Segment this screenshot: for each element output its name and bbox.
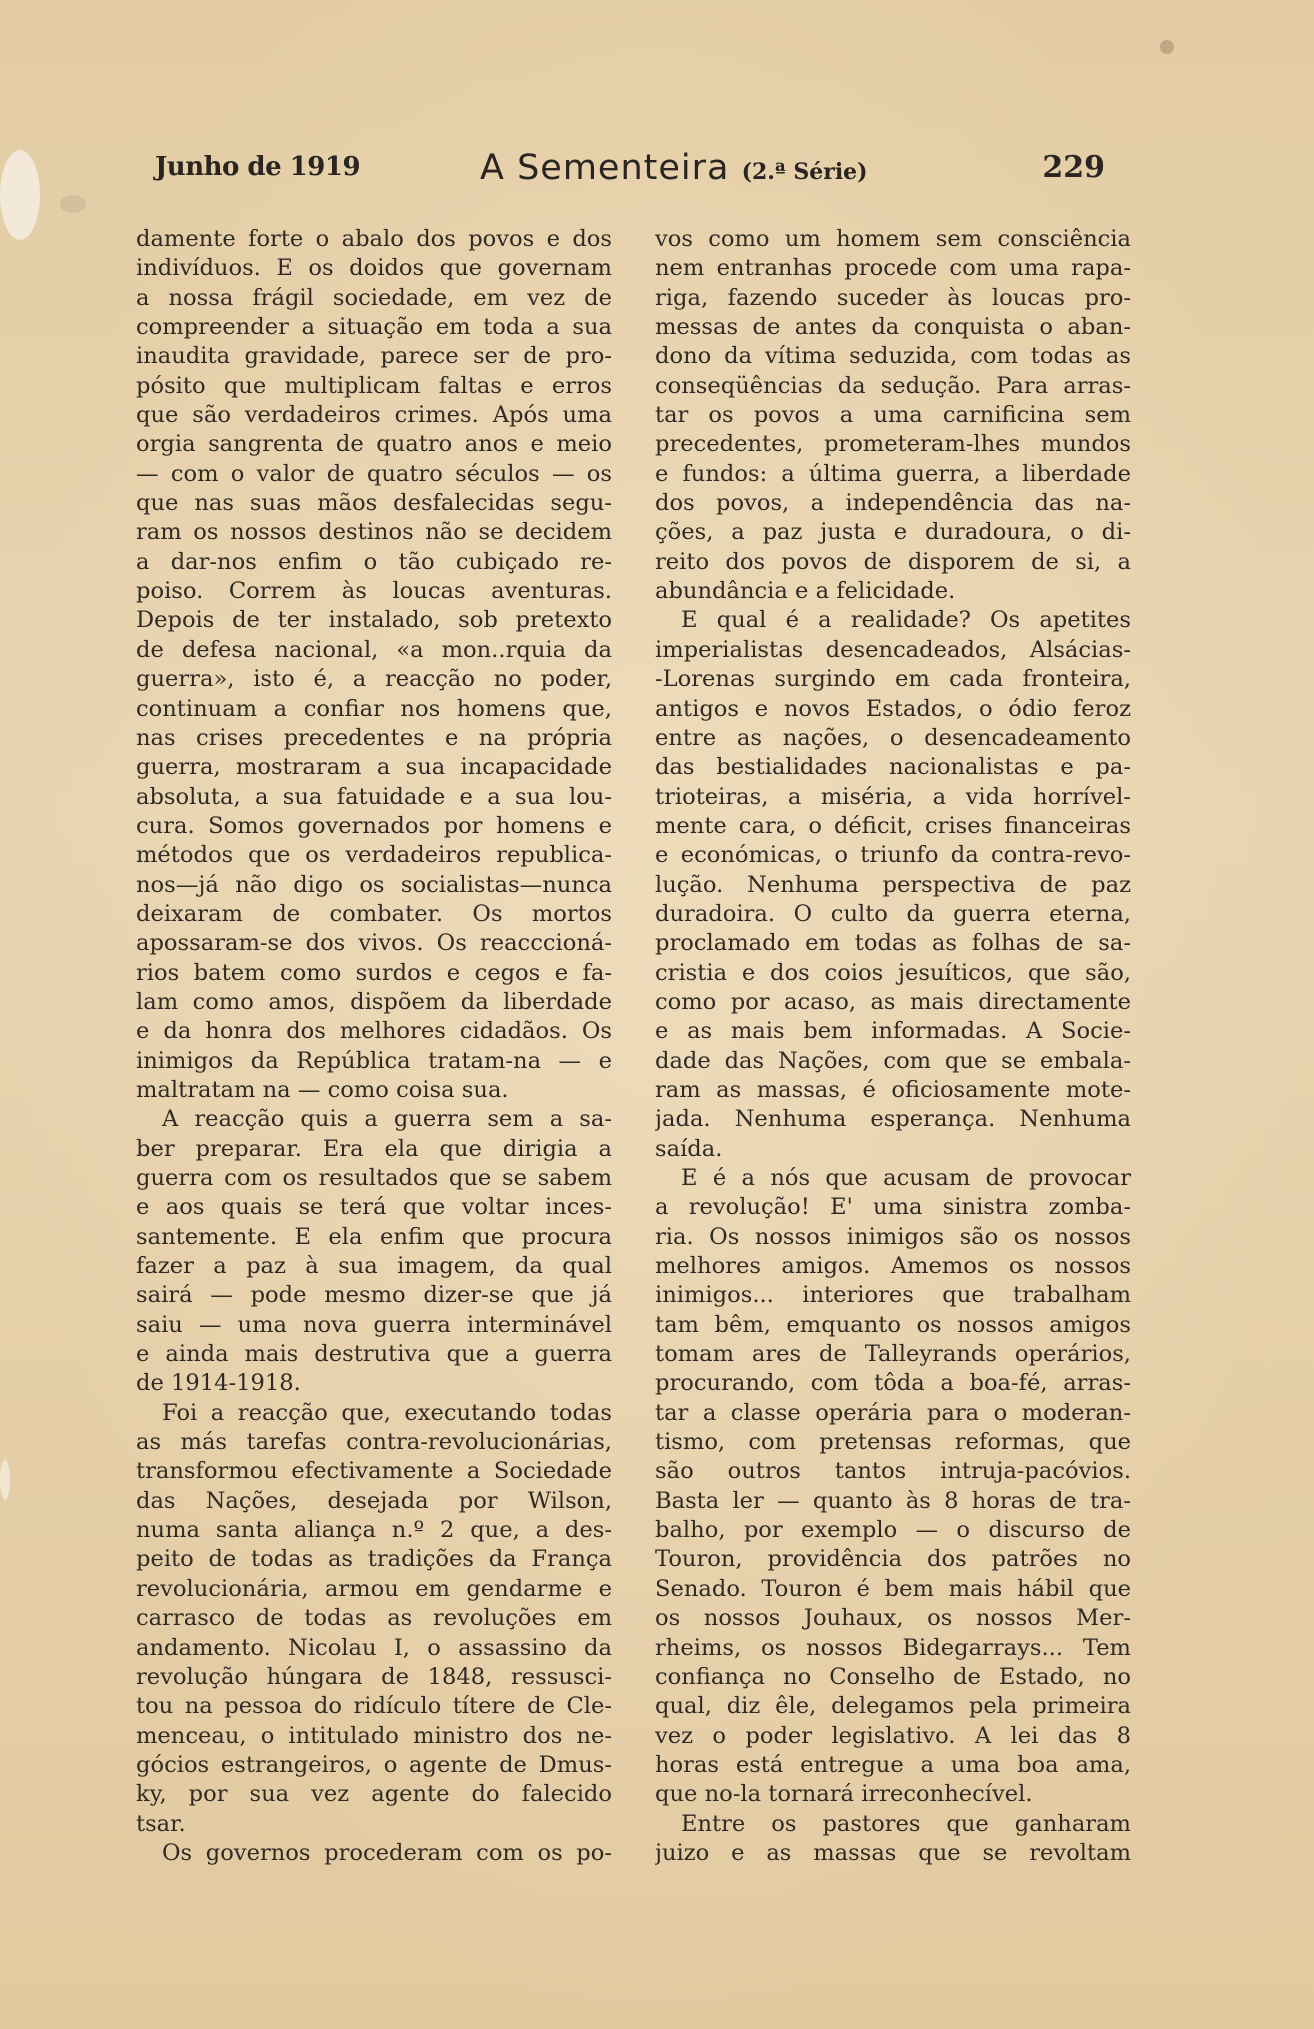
text-line: Basta ler — quanto às 8 horas de tra-	[655, 1487, 1131, 1514]
text-line: saída.	[655, 1135, 723, 1162]
text-line: Os governos procederam com os po-	[162, 1839, 612, 1866]
text-line: andamento. Nicolau I, o assassino da	[136, 1634, 612, 1661]
text-line: e ainda mais destrutiva que a guerra	[136, 1341, 612, 1368]
text-line: lam como amos, dispõem da liberdade	[136, 988, 612, 1015]
text-line: tar os povos a uma carnificina sem	[655, 402, 1131, 429]
text-line: das bestialidades nacionalistas e pa-	[655, 754, 1131, 781]
text-line: transformou efectivamente a Sociedade	[136, 1458, 612, 1485]
text-line: trioteiras, a miséria, a vida horrível-	[655, 783, 1131, 810]
text-line: santemente. E ela enfim que procura	[136, 1223, 612, 1250]
text-line: tar a classe operária para o moderan-	[655, 1399, 1131, 1426]
text-line: pósito que multiplicam faltas e erros	[136, 372, 612, 399]
text-line: orgia sangrenta de quatro anos e meio	[136, 431, 612, 458]
paper-stain	[60, 195, 86, 213]
paper-stain	[0, 1460, 10, 1500]
text-line: e as mais bem informadas. A Socie-	[655, 1018, 1131, 1045]
text-line: ber preparar. Era ela que dirigia a	[136, 1135, 612, 1162]
text-line: riga, fazendo suceder às loucas pro-	[655, 284, 1131, 311]
text-line: melhores amigos. Amemos os nossos	[655, 1253, 1131, 1280]
text-line: inaudita gravidade, parece ser de pro-	[136, 343, 612, 370]
text-line: sairá — pode mesmo dizer-se que já	[136, 1282, 612, 1309]
text-line: ram as massas, é oficiosamente mote-	[655, 1076, 1131, 1103]
text-line: conseqüências da sedução. Para arras-	[655, 372, 1131, 399]
publication-title	[480, 148, 868, 188]
text-line: guerra com os resultados que se sabem	[136, 1165, 612, 1191]
text-line: horas está entregue a uma boa ama,	[655, 1751, 1131, 1778]
text-line: E qual é a realidade? Os apetites	[681, 607, 1131, 634]
text-line: que são verdadeiros crimes. Após uma	[136, 402, 612, 429]
text-line: que nas suas mãos desfalecidas segu-	[136, 490, 612, 517]
text-line: Senado. Touron é bem mais hábil que	[655, 1575, 1131, 1602]
text-line: precedentes, prometeram-lhes mundos	[655, 431, 1131, 458]
text-line: carrasco de todas as revoluções em	[136, 1605, 612, 1632]
text-line: de defesa nacional, «a mon..rquia da	[136, 636, 612, 663]
text-line: abundância e a felicidade.	[655, 578, 956, 605]
text-line: balho, por exemplo — o discurso de	[655, 1517, 1131, 1544]
text-line: reito dos povos de disporem de si, a	[655, 548, 1131, 575]
text-line: e aos quais se terá que voltar inces-	[136, 1194, 612, 1221]
text-line: Foi a reacção que, executando todas	[162, 1399, 612, 1426]
text-line: tismo, com pretensas reformas, que	[655, 1429, 1131, 1456]
page-header	[155, 148, 1105, 188]
text-line: e da honra dos melhores cidadãos. Os	[136, 1018, 612, 1045]
text-line: a nossa frágil sociedade, em vez de	[136, 284, 612, 311]
text-line: -Lorenas surgindo em cada fronteira,	[655, 666, 1131, 693]
text-line: confiança no Conselho de Estado, no	[655, 1663, 1131, 1690]
text-line: lução. Nenhuma perspectiva de paz	[655, 871, 1131, 898]
text-line: qual, diz êle, delegamos pela primeira	[655, 1693, 1131, 1720]
text-line: poiso. Correm às loucas aventuras.	[136, 578, 612, 605]
text-line: guerra, mostraram a sua incapacidade	[136, 754, 612, 781]
left-column	[136, 225, 612, 1868]
text-line: métodos que os verdadeiros republica-	[136, 842, 612, 869]
text-line: gócios estrangeiros, o agente de Dmus-	[136, 1751, 612, 1778]
series-label: (2.ª Série)	[741, 159, 868, 185]
text-line: das Nações, desejada por Wilson,	[136, 1487, 612, 1514]
text-line: mente cara, o déficit, crises financeiras	[655, 812, 1131, 839]
text-line: proclamado em todas as folhas de sa-	[655, 930, 1131, 957]
text-line: revolucionária, armou em gendarme e	[136, 1575, 612, 1602]
text-line: tsar.	[136, 1810, 186, 1837]
publication-name: A Sementeira	[480, 148, 730, 188]
text-line: messas de antes da conquista o aban-	[655, 314, 1131, 341]
text-line: fazer a paz à sua imagem, da qual	[136, 1253, 612, 1280]
text-line: Entre os pastores que ganharam	[681, 1810, 1131, 1837]
text-line: antigos e novos Estados, o ódio feroz	[655, 695, 1131, 722]
text-line: rios batem como surdos e cegos e fa-	[136, 959, 612, 986]
text-line: guerra», isto é, a reacção no poder,	[136, 666, 612, 693]
text-line: ções, a paz justa e duradoura, o di-	[655, 519, 1131, 546]
text-line: cura. Somos governados por homens e	[136, 812, 612, 839]
text-line: a dar-nos enfim o tão cubiçado re-	[136, 548, 612, 575]
text-line: maltratam na — como coisa sua.	[136, 1076, 509, 1103]
text-line: e económicas, o triunfo da contra-revo-	[655, 842, 1131, 869]
page-number: 229	[1042, 150, 1105, 185]
text-line: deixaram de combater. Os mortos	[136, 900, 612, 927]
text-line: rheims, os nossos Bidegarrays... Tem	[655, 1634, 1131, 1661]
text-line: como por acaso, as mais directamente	[655, 988, 1131, 1015]
text-line: compreender a situação em toda a sua	[136, 314, 612, 341]
text-line: numa santa aliança n.º 2 que, a des-	[136, 1517, 612, 1544]
text-line: juizo e as massas que se revoltam	[655, 1839, 1131, 1866]
text-line: continuam a confiar nos homens que,	[136, 695, 612, 722]
text-line: a revolução! E' uma sinistra zomba-	[655, 1194, 1131, 1221]
text-line: apossaram-se dos vivos. Os reacccioná-	[136, 930, 612, 957]
text-line: peito de todas as tradições da França	[136, 1546, 612, 1573]
text-line: dos povos, a independência das na-	[655, 490, 1131, 517]
text-line: nas crises precedentes e na própria	[136, 724, 612, 751]
text-line: são outros tantos intruja-pacóvios.	[655, 1458, 1131, 1485]
text-line: tomam ares de Talleyrands operários,	[655, 1341, 1131, 1368]
text-line: A reacção quis a guerra sem a sa-	[162, 1106, 612, 1133]
text-line: Touron, providência dos patrões no	[655, 1546, 1131, 1573]
text-line: ria. Os nossos inimigos são os nossos	[655, 1223, 1131, 1250]
text-line: E é a nós que acusam de provocar	[681, 1165, 1131, 1191]
text-line: tam bêm, emquanto os nossos amigos	[655, 1311, 1131, 1338]
text-line: dono da vítima seduzida, com todas as	[655, 343, 1131, 370]
text-line: tou na pessoa do ridículo títere de Cle-	[136, 1693, 612, 1720]
text-line: ky, por sua vez agente do falecido	[136, 1781, 612, 1808]
text-line: jada. Nenhuma esperança. Nenhuma	[655, 1106, 1131, 1133]
text-line: de 1914-1918.	[136, 1370, 301, 1397]
text-line: os nossos Jouhaux, os nossos Mer-	[655, 1605, 1131, 1632]
text-line: que no-la tornará irreconhecível.	[655, 1781, 1033, 1808]
text-line: nem entranhas procede com uma rapa-	[655, 255, 1131, 282]
text-line: — com o valor de quatro séculos — os	[136, 460, 612, 487]
right-column	[655, 225, 1131, 1868]
text-line: vez o poder legislativo. A lei das 8	[655, 1722, 1131, 1749]
text-line: procurando, com tôda a boa-fé, arras-	[655, 1370, 1131, 1397]
text-line: inimigos... interiores que trabalham	[655, 1282, 1131, 1309]
text-line: inimigos da República tratam-na — e	[136, 1047, 612, 1074]
text-line: cristia e dos coios jesuíticos, que são,	[655, 959, 1131, 986]
text-line: duradoira. O culto da guerra eterna,	[655, 900, 1131, 927]
text-line: indivíduos. E os doidos que governam	[136, 255, 612, 282]
text-line: e fundos: a última guerra, a liberdade	[655, 460, 1131, 487]
text-line: entre as nações, o desencadeamento	[655, 724, 1131, 751]
text-line: saiu — uma nova guerra interminável	[136, 1311, 612, 1338]
text-line: imperialistas desencadeados, Alsácias-	[655, 636, 1131, 663]
text-line: revolução húngara de 1848, ressusci-	[136, 1663, 612, 1690]
text-line: ram os nossos destinos não se decidem	[136, 519, 612, 546]
text-line: dade das Nações, com que se embala-	[655, 1047, 1131, 1074]
text-line: Depois de ter instalado, sob pretexto	[136, 607, 612, 634]
text-line: absoluta, a sua fatuidade e a sua lou-	[136, 783, 612, 810]
paper-stain	[0, 150, 40, 240]
text-line: nos—já não digo os socialistas—nunca	[136, 871, 612, 898]
text-line: damente forte o abalo dos povos e dos	[136, 226, 612, 252]
issue-date: Junho de 1919	[155, 152, 361, 182]
text-line: menceau, o intitulado ministro dos ne-	[136, 1722, 612, 1749]
text-line: as más tarefas contra-revolucionárias,	[136, 1429, 612, 1456]
paper-stain	[1160, 40, 1174, 54]
text-line: vos como um homem sem consciência	[655, 226, 1131, 252]
